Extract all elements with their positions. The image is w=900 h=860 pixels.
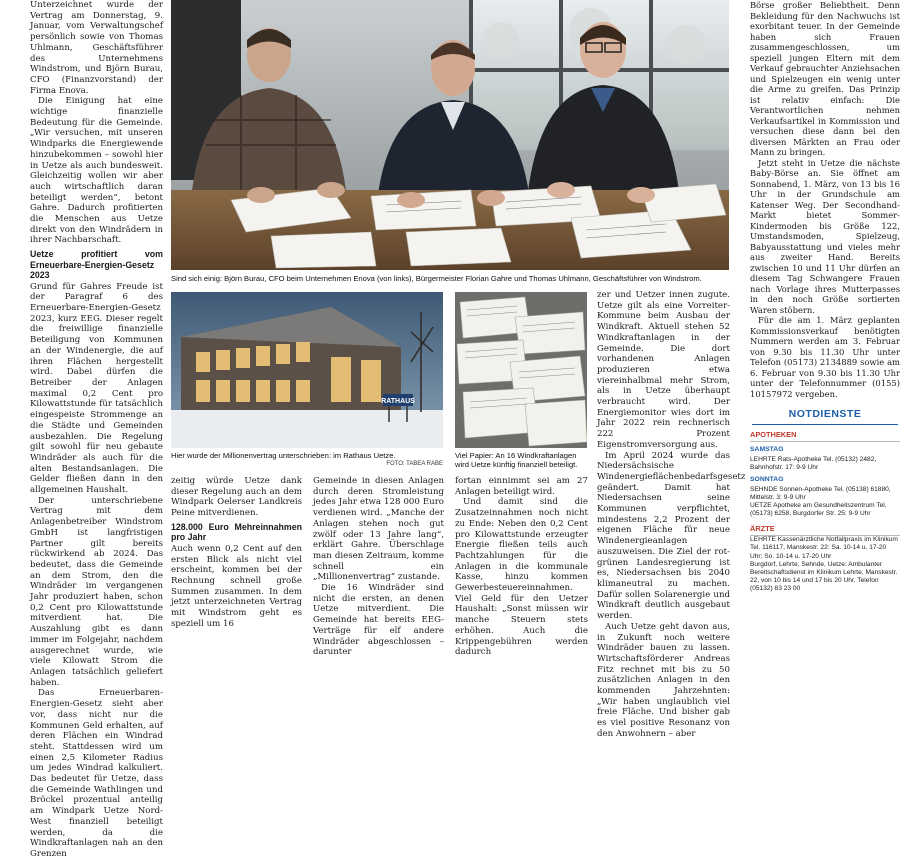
article-column-c bbox=[455, 476, 588, 658]
paragraph: fortan einnimmt sei am 27 Anlagen beteiligt wird. bbox=[455, 476, 588, 497]
paragraph: Jetzt steht in Uetze die nächste Baby-Börse an. Sie öffnet am Sonnabend, 1. März, von 13 bis 16 Uhr in der Grundschule am Katenser Weg. Der Secondhand-Markt bietet Sommer-Kindermoden bis Größe 122, Umstandsmoden, Spielzeug, Babyausstattung und vieles mehr aus zweiter Hand. Bereits zwischen 10 und 11 Uhr dürfen an diesem Tag Schwangere Frauen nach Vorlage ihres Mutterpasses in den noch Größe sortierten Waren stöbern. bbox=[750, 157, 900, 315]
paragraph: Im April 2024 wurde das Niedersächsische Windenergieflächenbedarfsgesetz geändert. Damit hat Niedersachsen seine Kommunen verpflichtet, mindestens 2,2 Prozent der eigenen Fläche für neue Windenergieanlagen auszuweisen. Die Ziel der rot-grünen Landesregierung ist es, Niedersachsen bis 2040 klimaneutral zu machen. Dafür sollen Solarenergie und Windkraft deutlich ausgebaut werden. bbox=[597, 450, 746, 622]
caption-text: Hier wurde der Millionenvertrag unterschrieben: im Rathaus Uetze. bbox=[171, 451, 396, 460]
documents-illustration bbox=[455, 292, 587, 448]
paragraph: Grund für Gahres Freude ist der Paragraf 6 des Erneuerbare-Energien-Gesetz 2023, kurz EEG. Dieser regelt die freiwillige finanzielle Beteiligung von Kommunen an der Windenergie, die auf ihren Flächen hergestellt wird. Dabei dürfen die Betreiber der Anlagen maximal 0,2 Cent pro Kilowattstunde für tatsächlich eingespeiste Strommenge an die Städte und Gemeinden ausbezahlen. Die Regelung gilt sowohl für neu gebaute Windräder als auch für die alten Bestandsanlagen. Die Gelder fließen dann in den allgemeinen Haushalt. bbox=[30, 281, 163, 496]
apotheken-heading: APOTHEKEN bbox=[750, 430, 900, 443]
right-sidebar bbox=[750, 0, 900, 594]
documents-caption: Viel Papier: An 16 Windkraftanlagen wird Uetze künftig finanziell beteiligt. bbox=[455, 451, 578, 470]
samstag-label: SAMSTAG bbox=[750, 446, 784, 454]
paragraph: Die Einigung hat eine wichtige finanzielle Bedeutung für die Gemeinde. „Wir versuchen, mit unseren Windparks die Energiewende hinzubekommen – sowohl hier in Uetze als auch bundesweit. Gleichzeitig wollen wir aber auch wirtschaftlich daran beteiligt werden“, betont Gahre. Dadurch profitierten die Menschen aus Uetze direkt von den Windrädern in ihrer Nachbarschaft. bbox=[30, 96, 163, 246]
paragraph: Auch wenn 0,2 Cent auf den ersten Blick als nicht viel erscheint, kommen bei der Rechnung schnell große Summen zusammen. In dem jetzt unterzeichneten Vertrag mit Windstrom geht es speziell um 16 bbox=[171, 543, 302, 629]
paragraph: Auch Uetze geht davon aus, in Zukunft noch weitere Windräder bauen zu lassen. Wirtschaftsförderer Andreas Fitz rechnet mit bis zu 50 zusätzlichen Anlagen in den kommenden Jahrzehnten: „Wir haben unglaublich viel freie Fläche. Und bisher gab es viel positive Resonanz von den Anwohnern – aber bbox=[597, 621, 730, 739]
aerzte-heading: ÄRZTE bbox=[750, 524, 900, 537]
rathaus-sign-text: RATHAUS bbox=[381, 398, 415, 405]
paragraph: Der unterschriebene Vertrag mit dem Anlagenbetreiber Windstrom GmbH ist langfristigen Partner gilt bereits rückwirkend ab 2024. Das bedeutet, dass die Gemeinde an dem Strom, den die Windräder im vergangenen Jahr produziert haben, schon 0,2 Cent pro Kilowattstunde mitverdient hat. Die Auszahlung gibt es dann immer im Folgejahr, nachdem ausgerechnet wurde, wie viele Kilowatt Strom die Anlagen tatsächlich geliefert haben. bbox=[30, 495, 163, 688]
subheading: 128.000 Euro Mehreinnahmen pro Jahr bbox=[171, 521, 302, 543]
paragraph: Unterzeichnet wurde der Vertrag am Donnerstag, 9. Januar, vom Verwaltungschef persönlich sowie von Thomas Uhlmann, Geschäftsführer des Unternehmens Windstrom, und Björn Burau, CFO (Finanzvorstand) der Firma Enova. bbox=[30, 0, 163, 96]
paragraph: Das Erneuerbaren-Energien-Gesetz sieht aber vor, dass nicht nur die Kommunen Geld erhalten, auf deren Flächen ein Windrad steht. Stattdessen wird um einen 2,5 Kilometer Radius um jedes Windrad kalkuliert. Das bedeutet für Uetze, dass die Gemeinde Wathlingen und Bröckel prozentual anteilig am Windpark Uetze Nord-West finanziell beteiligt werden, da die Windkraftanlagen nah an den Grenzen bbox=[30, 688, 163, 859]
paragraph: Für die am 1. März geplanten Kommissionsverkauf benötigten Nummern werden am 3. Februar von 9.30 bis 11.30 Uhr unter Telefon (05173) 2134889 sowie am 6. Februar von 9.30 bis 11.30 Uhr unter der Telefonnummer (0155) 10157972 vergeben. bbox=[750, 315, 900, 399]
photo-credit: FOTO: TABEA RABE bbox=[386, 461, 443, 468]
signing-scene-illustration bbox=[171, 0, 729, 270]
sonntag-label: SONNTAG bbox=[750, 476, 784, 484]
paragraph: Börse großer Beliebtheit. Denn Bekleidung für den Nachwuchs ist exorbitant teuer. In der Gemeinde haben sich Frauen zusammengeschlossen, um speziell jungen Eltern mit dem Verkauf gebrauchter Anziehsachen und Spielzeugen ein wenig unter die Arme zu greifen. Das Prinzip ist relativ einfach: Die Verantwortlichen nehmen Verkaufsartikel in Kommission und versuchen diese dann bei den diversen Märkten an Frau oder Mann zu bringen. bbox=[750, 0, 900, 157]
paragraph: zeitig würde Uetze dank dieser Regelung auch an dem Windpark Oelerser Landkreis Peine mitverdienen. bbox=[171, 476, 302, 519]
article-column-b bbox=[313, 476, 444, 658]
notdienste-title: NOTDIENSTE bbox=[788, 408, 862, 420]
subheading: Uetze profitiert vom Erneuerbare-Energien-Gesetz 2023 bbox=[30, 249, 163, 281]
documents-photo bbox=[455, 292, 587, 448]
paragraph: Die 16 Windräder sind nicht die ersten, an denen Uetze mitverdient. Die Gemeinde hat bereits EEG-Verträge für elf andere Windräder abgeschlossen – darunter bbox=[313, 583, 444, 658]
main-photo-caption: Sind sich einig: Björn Burau, CFO beim Unternehmen Enova (von links), Bürgermeister Florian Gahre und Thomas Uhlmann, Geschäftsführer von Windstrom. bbox=[171, 274, 702, 283]
divider bbox=[752, 424, 898, 425]
town-hall-caption bbox=[171, 451, 443, 470]
town-hall-illustration bbox=[171, 292, 443, 448]
sonntag-text-2: UETZE Apotheke am Gesundheitszentrum Tel. (05173) 6258, Burgdorfer Str. 25: 9-9 Uhr bbox=[750, 502, 887, 518]
paragraph: Gemeinde in diesen Anlagen durch deren Stromleistung jedes Jahr etwa 128 000 Euro verdienen wird. „Manche der Anlagen stehen noch gut zwölf oder 13 Jahre lang“, erklärt Gahre. Überschlage man diesen Zeitraum, komme schnell ein „Millionenvertrag“ zustande. bbox=[313, 476, 444, 583]
aerzte-text-2: Burgdorf, Lehrte, Sehnde, Uetze: Ambulanter Bereitschaftsdienst im Klinikum Lehrte, Manskestr. 22, von 10 bis 14 und 17 bis 20 Uhr, Telefon (05132) 83 23 00 bbox=[750, 560, 898, 593]
baby-boerse-article bbox=[750, 0, 900, 399]
left-article-column bbox=[30, 0, 163, 860]
samstag-text: LEHRTE Rats-Apotheke Tel. (05132) 2482, Bahnhofstr. 17: 9-9 Uhr bbox=[750, 455, 877, 471]
main-photo-signing bbox=[171, 0, 729, 270]
article-column-d bbox=[597, 290, 746, 740]
article-column-a bbox=[171, 476, 302, 629]
sonntag-text-1: SEHNDE Sonnen-Apotheke Tel. (05138) 61880, Mittelstr. 3: 9-9 Uhr bbox=[750, 485, 891, 501]
paragraph: Und damit sind die Zusatzeinnahmen noch nicht zu Ende: Neben den 0,2 Cent pro Kilowattstunde erzeugter Energie fließen teils auch Pachtzahlungen für die Anlagen in die kommunale Kasse, hinzu kommen Gewerbesteuereinnahmen. Viel Geld für den Uetzer Haushalt: „Sonst müssen wir manche Steuern stets erhöhen. Auch die Krippengebühren werden dadurch bbox=[455, 497, 588, 658]
town-hall-photo bbox=[171, 292, 443, 448]
aerzte-text: LEHRTE Kassenärztliche Notfallpraxis im Klinikum Tel. 116117, Manskestr. 22: Sa. 10-14 u. 17-20 Uhr; So. 10-14 u. 17-20 Uhr bbox=[750, 536, 898, 560]
paragraph: zer und Uetzer innen zugute. Uetze gilt als eine Vorreiter-Kommune beim Ausbau der Windkraft. Aktuell stehen 52 Windkraftanlagen in der Gemeinde. Die dort vorhandenen Anlagen produzieren etwa viereinhalbmal mehr Strom, als in Uetze überhaupt verbraucht wird. Der Energiemonitor wies dort im Jahr 2022 rein rechnerisch 222 Prozent Eigenstromversorgung aus. bbox=[597, 290, 730, 450]
